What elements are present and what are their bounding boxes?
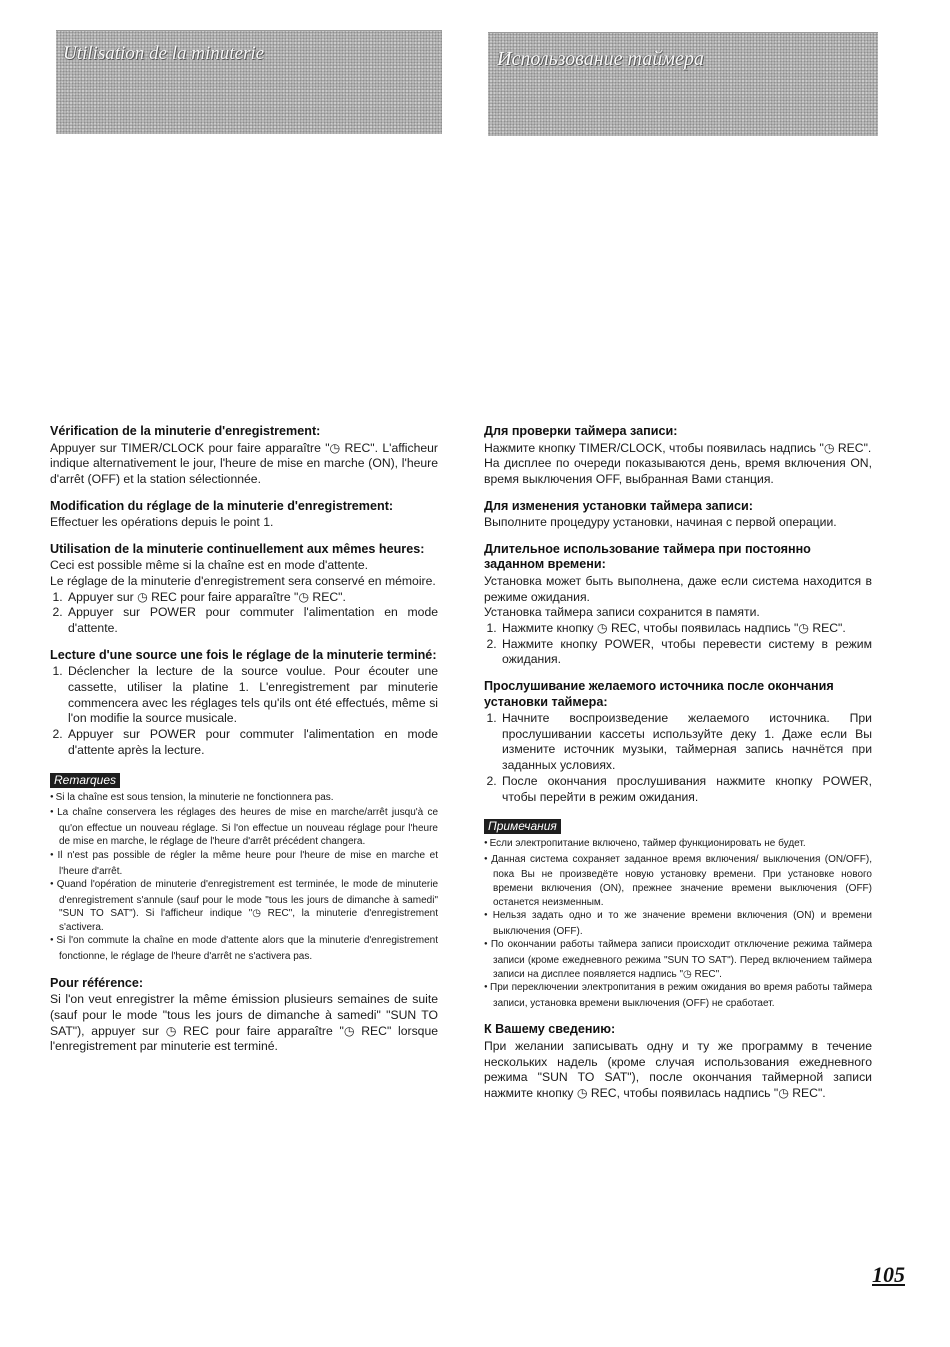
section-heading: Для изменения установки таймера записи: [484, 498, 753, 513]
section-continuous-timer [50, 542, 438, 637]
section-heading: Длительное использование таймера при постоянно заданном времени: [484, 541, 811, 572]
section-text: Appuyer sur TIMER/CLOCK pour faire apparaître "◷ REC". L'afficheur indique alternativement le jour, l'heure de mise en marche (ON), l'heure d'arrêt (OFF) et la station sélectionnée. [50, 440, 438, 486]
section-check-timer [50, 424, 438, 488]
banner-title-ru: Использование таймера [497, 48, 704, 70]
note-item: ● Quand l'opération de minuterie d'enregistrement est terminée, le mode de minuterie d'enregistrement s'annule (sauf pour le mode "tous les jours de dimanche à samedi" "SUN TO SAT"). Si l'afficheur indique "◷ REC", la minuterie d'enregistrement s'activera. [50, 878, 438, 934]
list-item: 2. После окончания прослушивания нажмите кнопку POWER, чтобы перейти в режим ожидания. [500, 774, 872, 805]
section-heading: Vérification de la minuterie d'enregistrement: [50, 424, 321, 438]
notes-list [50, 791, 438, 964]
note-item: ● Если электропитание включено, таймер функционировать не будет. [484, 837, 872, 853]
section-continuous-timer [484, 542, 872, 668]
list-item: 2. Нажмите кнопку POWER, чтобы перевести систему в режим ожидания. [500, 637, 872, 668]
step-list [484, 621, 872, 668]
list-item: 1. Нажмите кнопку ◷ REC, чтобы появилась надпись "◷ REC". [500, 621, 872, 637]
list-item: 2. Appuyer sur POWER pour commuter l'alimentation en mode d'attente après la lecture. [66, 727, 438, 758]
column-french [50, 424, 438, 1066]
section-banner-fr [56, 30, 442, 134]
list-item: 1. Appuyer sur ◷ REC pour faire apparaître "◷ REC". [66, 590, 438, 606]
banner-title-fr: Utilisation de la minuterie [63, 43, 265, 64]
note-item: ● Il n'est pas possible de régler la même heure pour l'heure de mise en marche et l'heure d'arrêt. [50, 849, 438, 878]
section-heading: Lecture d'une source une fois le réglage de la minuterie terminé: [50, 647, 437, 662]
section-heading: Utilisation de la minuterie continuellement aux mêmes heures: [50, 541, 425, 556]
section-reference [484, 1022, 872, 1101]
section-text: Выполните процедуру установки, начиная с первой операции. [484, 515, 837, 530]
section-modify-timer [50, 499, 438, 531]
list-item: 1. Начните воспроизведение желаемого источника. При прослушивании кассеты используйте деку 1. Даже если Вы измените источник музыки, таймерная запись начнётся при заданных условиях. [500, 711, 872, 774]
notes-label: Remarques [50, 773, 120, 788]
section-heading: Modification du réglage de la minuterie d'enregistrement: [50, 498, 394, 513]
section-text: Effectuer les opérations depuis le point 1. [50, 515, 274, 530]
section-text: Нажмите кнопку TIMER/CLOCK, чтобы появилась надпись "◷ REC". [484, 440, 872, 455]
column-russian [484, 424, 872, 1113]
section-text: Установка может быть выполнена, даже если система находится в режиме ожидания. [484, 573, 872, 604]
section-play-source [484, 679, 872, 805]
section-text: Le réglage de la minuterie d'enregistrement sera conservé en mémoire. [50, 574, 436, 589]
step-list [50, 590, 438, 637]
note-item: ● Si la chaîne est sous tension, la minuterie ne fonctionnera pas. [50, 791, 438, 807]
section-banner-ru [488, 32, 878, 136]
note-item: ● По окончании работы таймера записи происходит отключение режима таймера записи (кроме ежедневного режима "SUN TO SAT"). Перед включением таймера записи на дисплее появляется надпись "◷ REC". [484, 938, 872, 981]
list-item: 2. Appuyer sur POWER pour commuter l'alimentation en mode d'attente. [66, 605, 438, 636]
section-text: При желании записывать одну и ту же программу в течение нескольких надель (кроме случая использования ежедневного режима "SUN TO SAT"), после окончания таймерной записи нажмите кнопку ◷ REC, чтобы появилась надпись "◷ REC". [484, 1038, 872, 1100]
list-item: 1. Déclencher la lecture de la source voulue. Pour écouter une cassette, utiliser la platine 1. L'enregistrement par minuterie commencera avec les réglages tels qu'ils ont été effectués, même si l'on modifie la source musicale. [66, 664, 438, 727]
section-text: Si l'on veut enregistrer la même émission plusieurs semaines de suite (sauf pour le mode "tous les jours de dimanche à samedi" "SUN TO SAT"), appuyer sur ◷ REC pour faire apparaître "◷ REC" lorsque l'enregistrement par minuterie est terminé. [50, 992, 438, 1054]
note-item: ● При переключении электропитания в режим ожидания во время работы таймера записи, установка времени выключения (OFF) не сработает. [484, 981, 872, 1010]
section-play-source [50, 648, 438, 759]
section-modify-timer [484, 499, 872, 531]
section-reference [50, 976, 438, 1055]
section-text: Установка таймера записи сохранится в памяти. [484, 605, 760, 620]
step-list [50, 664, 438, 758]
step-list [484, 711, 872, 805]
notes-label: Примечания [484, 819, 561, 834]
section-text: Ceci est possible même si la chaîne est en mode d'attente. [50, 558, 369, 573]
note-item: ● Данная система сохраняет заданное время включения/ выключения (ON/OFF), пока Вы не произведёте новую установку времени. При установке нового времени включения (ON), прежнее значение времени выключения (OFF) останется неизменным. [484, 853, 872, 909]
section-heading: К Вашему сведению: [484, 1022, 616, 1037]
note-item: ● Si l'on commute la chaîne en mode d'attente alors que la minuterie d'enregistrement fonctionne, le réglage de l'heure d'arrêt ne s'activera pas. [50, 934, 438, 963]
section-text: На дисплее по очереди показываются день, время включения ON, время выключения OFF, выбранная Вами станция. [484, 456, 872, 486]
note-item: ● La chaîne conservera les réglages des heures de mise en marche/arrêt jusqu'à ce qu'on effectue un nouveau réglage. Si l'on effectue un nouveau réglage pour l'heure de mise en marche, le réglage de l'heure d'arrêt précédent changera. [50, 806, 438, 849]
notes-list [484, 837, 872, 1010]
section-check-timer [484, 424, 872, 488]
note-item: ● Нельзя задать одно и то же значение времени включения (ON) и времени выключения (OFF). [484, 909, 872, 938]
section-heading: Pour référence: [50, 975, 144, 990]
section-heading: Прослушивание желаемого источника после окончания установки таймера: [484, 679, 834, 709]
page-number: 105 [872, 1262, 905, 1287]
section-heading: Для проверки таймера записи: [484, 424, 678, 438]
